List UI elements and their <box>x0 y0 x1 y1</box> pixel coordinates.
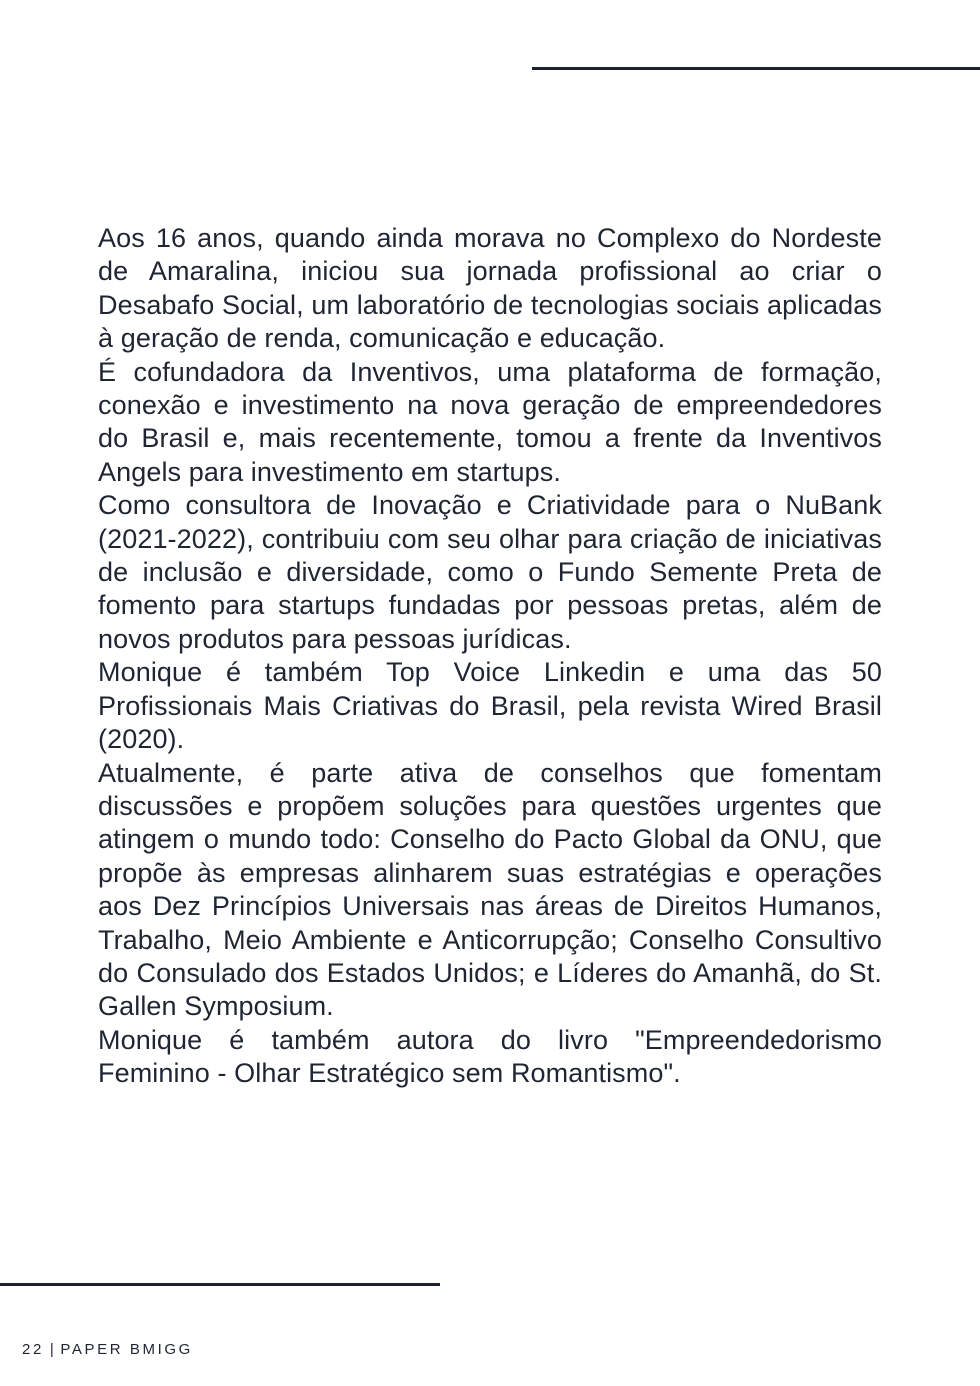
bottom-divider-line <box>0 1283 440 1286</box>
paragraph-1: Aos 16 anos, quando ainda morava no Complexo do Nordeste de Amaralina, iniciou sua jornada profissional ao criar o Desabafo Social, um laboratório de tecnologias sociais aplicadas à geração de renda, comunicação e educação. <box>98 223 882 354</box>
top-divider-line <box>532 67 980 70</box>
body-text <box>98 222 882 1091</box>
paragraph-3: Como consultora de Inovação e Criatividade para o NuBank (2021-2022), contribuiu com seu olhar para criação de iniciativas de inclusão e diversidade, como o Fundo Semente Preta de fomento para startups fundadas por pessoas pretas, além de novos produtos para pessoas jurídicas. <box>98 490 882 654</box>
paragraph-6: Monique é também autora do livro "Empreendedorismo Feminino - Olhar Estratégico sem Romantismo". <box>98 1024 882 1089</box>
footer-separator: | <box>49 1341 57 1358</box>
publication-name: PAPER BMIGG <box>60 1341 193 1358</box>
paragraph-4: Monique é também Top Voice Linkedin e uma das 50 Profissionais Mais Criativas do Brasil, pela revista Wired Brasil (2020). <box>98 657 882 755</box>
paragraph-5: Atualmente, é parte ativa de conselhos que fomentam discussões e propõem soluções para questões urgentes que atingem o mundo todo: Conselho do Pacto Global da ONU, que propõe às empresas alinharem suas estratégias e operações aos Dez Princípios Universais nas áreas de Direitos Humanos, Trabalho, Meio Ambiente e Anticorrupção; Conselho Consultivo do Consulado dos Estados Unidos; e Líderes do Amanhã, do St. Gallen Symposium. <box>98 757 882 1022</box>
page-number: 22 <box>22 1341 44 1358</box>
page-footer <box>22 1341 193 1358</box>
paragraph-2: É cofundadora da Inventivos, uma plataforma de formação, conexão e investimento na nova geração de empreendedores do Brasil e, mais recentemente, tomou a frente da Inventivos Angels para investimento em startups. <box>98 356 882 487</box>
